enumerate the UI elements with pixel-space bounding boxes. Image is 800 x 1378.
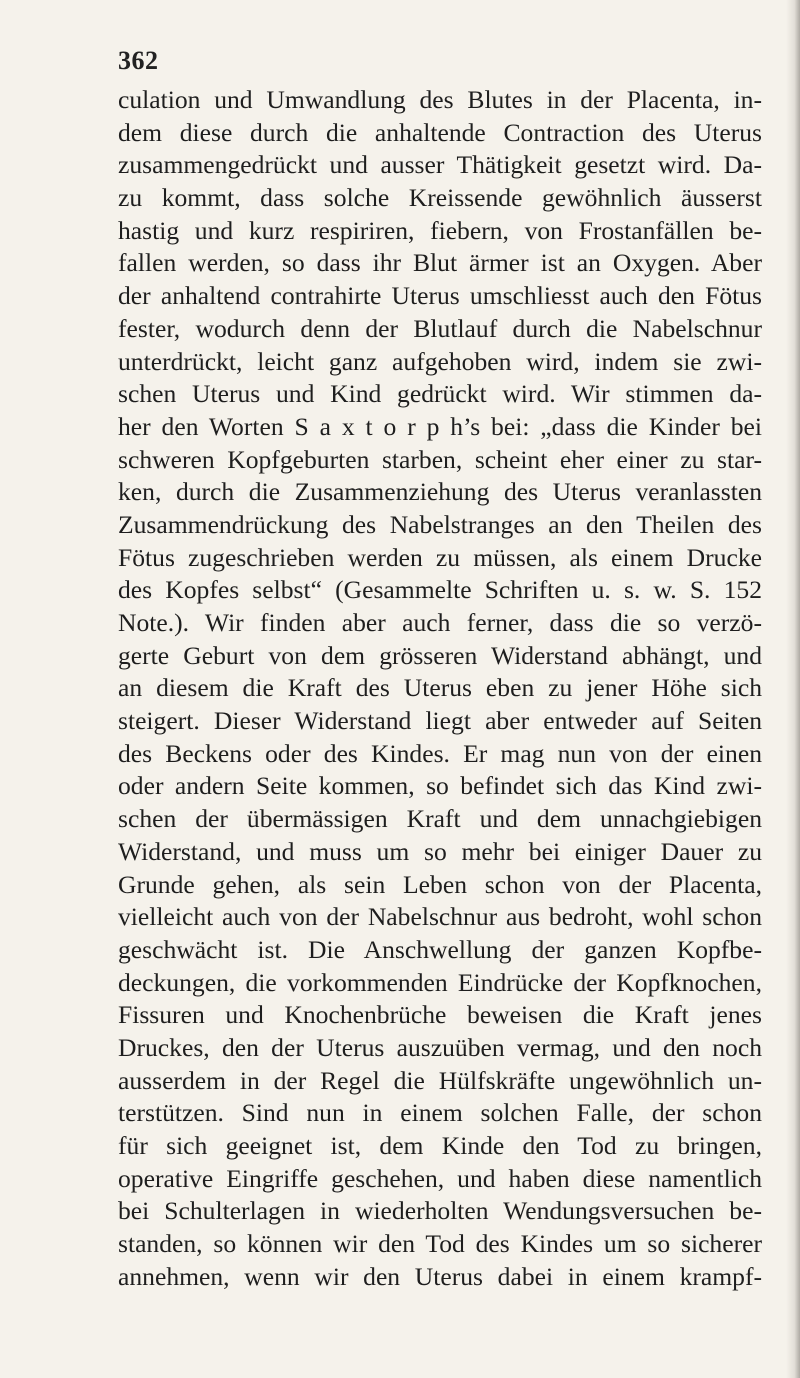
text-line: Fissuren und Knochenbrüche beweisen die Kraft jenes <box>118 1000 762 1030</box>
text-line: geschwächt ist. Die Anschwellung der ganzen Kopfbe- <box>118 934 762 964</box>
text-line: ausserdem in der Regel die Hülfskräfte ungewöhnlich un- <box>118 1065 762 1095</box>
text-line: Druckes, den der Uterus auszuüben vermag, und den noch <box>118 1032 762 1062</box>
page-edge-shadow <box>786 0 800 1378</box>
text-line: zusammengedrückt und ausser Thätigkeit gesetzt wird. Da- <box>118 150 762 180</box>
text-line: deckungen, die vorkommenden Eindrücke der Kopfknochen, <box>118 967 762 997</box>
text-line: fallen werden, so dass ihr Blut ärmer ist an Oxygen. Aber <box>118 248 762 278</box>
text-line: her den Worten S a x t o r p h’s bei: „dass die Kinder bei <box>118 411 762 441</box>
text-line: gerte Geburt von dem grösseren Widerstand abhängt, und <box>118 640 762 670</box>
text-line: Widerstand, und muss um so mehr bei einiger Dauer zu <box>118 836 762 866</box>
page-number: 362 <box>118 46 159 75</box>
body-text <box>118 84 762 1293</box>
text-line: unterdrückt, leicht ganz aufgehoben wird, indem sie zwi- <box>118 346 762 376</box>
text-line: steigert. Dieser Widerstand liegt aber entweder auf Seiten <box>118 706 762 736</box>
text-line: des Kopfes selbst“ (Gesammelte Schriften u. s. w. S. 152 <box>118 575 762 605</box>
text-line: Grunde gehen, als sein Leben schon von der Placenta, <box>118 869 762 899</box>
text-line: standen, so können wir den Tod des Kindes um so sicherer <box>118 1229 762 1259</box>
text-line: schweren Kopfgeburten starben, scheint eher einer zu star- <box>118 444 762 474</box>
text-line: an diesem die Kraft des Uterus eben zu jener Höhe sich <box>118 673 762 703</box>
text-line: bei Schulterlagen in wiederholten Wendungsversuchen be- <box>118 1196 762 1226</box>
text-line: oder andern Seite kommen, so befindet sich das Kind zwi- <box>118 771 762 801</box>
text-line: fester, wodurch denn der Blutlauf durch die Nabelschnur <box>118 313 762 343</box>
text-line: für sich geeignet ist, dem Kinde den Tod zu bringen, <box>118 1131 762 1160</box>
text-line: culation und Umwandlung des Blutes in der Placenta, in- <box>118 85 762 114</box>
text-line: der anhaltend contrahirte Uterus umschliesst auch den Fötus <box>118 281 762 311</box>
text-line: schen Uterus und Kind gedrückt wird. Wir stimmen da- <box>118 379 762 409</box>
text-line: vielleicht auch von der Nabelschnur aus bedroht, wohl schon <box>118 902 762 932</box>
text-line: Note.). Wir finden aber auch ferner, dass die so verzö- <box>118 608 762 637</box>
text-line: Fötus zugeschrieben werden zu müssen, als einem Drucke <box>118 542 762 572</box>
text-line: des Beckens oder des Kindes. Er mag nun von der einen <box>118 738 762 768</box>
text-line: Zusammendrückung des Nabelstranges an den Theilen des <box>118 509 762 539</box>
text-line: zu kommt, dass solche Kreissende gewöhnlich äusserst <box>118 183 762 213</box>
text-line: operative Eingriffe geschehen, und haben diese namentlich <box>118 1163 762 1193</box>
text-line: ken, durch die Zusammenziehung des Uterus veranlassten <box>118 477 762 507</box>
text-line: terstützen. Sind nun in einem solchen Falle, der schon <box>118 1098 762 1128</box>
text-line: hastig und kurz respiriren, fiebern, von Frostanfällen be- <box>118 215 762 245</box>
text-line: dem diese durch die anhaltende Contraction des Uterus <box>118 117 762 147</box>
text-line: annehmen, wenn wir den Uterus dabei in einem krampf- <box>118 1261 762 1291</box>
text-line: schen der übermässigen Kraft und dem unnachgiebigen <box>118 804 762 834</box>
